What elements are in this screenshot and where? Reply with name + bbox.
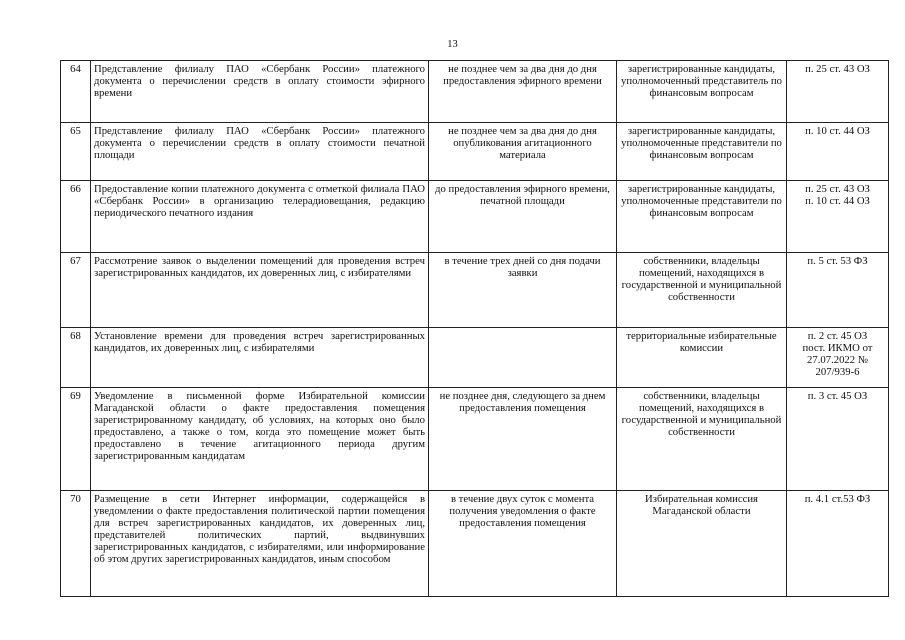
schedule-table <box>60 60 889 597</box>
table-row <box>61 491 889 597</box>
deadline-cell: не позднее чем за два дня до дня предоставления эфирного времени <box>429 61 617 123</box>
reference-line: п. 10 ст. 44 ОЗ <box>805 125 870 137</box>
reference-line: п. 4.1 ст.53 ФЗ <box>804 493 871 505</box>
reference-line: п. 3 ст. 45 ОЗ <box>807 390 868 402</box>
reference-cell <box>787 181 889 253</box>
responsible-cell: собственники, владельцы помещений, находящихся в государственной и муниципальной собственности <box>617 253 787 328</box>
reference-cell <box>787 123 889 181</box>
reference-line: п. 2 ст. 45 ОЗ <box>807 330 868 342</box>
responsible-cell: территориальные избирательные комиссии <box>617 328 787 388</box>
reference-line: п. 10 ст. 44 ОЗ <box>805 195 870 207</box>
responsible-cell: Избирательная комиссия Магаданской области <box>617 491 787 597</box>
responsible-cell: зарегистрированные кандидаты, уполномоченные представители по финансовым вопросам <box>617 123 787 181</box>
table-row <box>61 253 889 328</box>
reference-line: п. 25 ст. 43 ОЗ <box>805 63 870 75</box>
table-row <box>61 328 889 388</box>
deadline-cell: не позднее дня, следующего за днем предоставления помещения <box>429 388 617 491</box>
row-number: 66 <box>61 181 91 253</box>
row-number: 64 <box>61 61 91 123</box>
action-cell: Представление филиалу ПАО «Сбербанк России» платежного документа о перечислении средств в оплату стоимости печатной площади <box>91 123 429 181</box>
responsible-cell: зарегистрированные кандидаты, уполномоченные представители по финансовым вопросам <box>617 181 787 253</box>
deadline-cell: в течение трех дней со дня подачи заявки <box>429 253 617 328</box>
action-cell: Представление филиалу ПАО «Сбербанк России» платежного документа о перечислении средств в оплату стоимости эфирного времени <box>91 61 429 123</box>
table-row <box>61 388 889 491</box>
reference-line: п. 5 ст. 53 ФЗ <box>807 255 868 267</box>
deadline-cell <box>429 328 617 388</box>
action-cell: Рассмотрение заявок о выделении помещений для проведения встреч зарегистрированных кандидатов, их доверенных лиц, с избирателями <box>91 253 429 328</box>
table-row <box>61 123 889 181</box>
reference-line: пост. ИКМО от 27.07.2022 № 207/939-6 <box>802 342 873 378</box>
reference-cell <box>787 61 889 123</box>
row-number: 69 <box>61 388 91 491</box>
page-number: 13 <box>447 39 458 50</box>
responsible-cell: зарегистрированные кандидаты, уполномоченный представитель по финансовым вопросам <box>617 61 787 123</box>
action-cell: Уведомление в письменной форме Избирательной комиссии Магаданской области о факте предоставления помещения зарегистрированному кандидату, об условиях, на которых оно было предоставлено, а также о том, когда это помещение может быть предоставлено в течение агитационного периода другим зарегистрированным кандидатам <box>91 388 429 491</box>
deadline-cell: в течение двух суток с момента получения уведомления о факте предоставления помещения <box>429 491 617 597</box>
row-number: 70 <box>61 491 91 597</box>
reference-cell <box>787 491 889 597</box>
table-row <box>61 181 889 253</box>
reference-line: п. 25 ст. 43 ОЗ <box>805 183 870 195</box>
row-number: 68 <box>61 328 91 388</box>
action-cell: Предоставление копии платежного документа с отметкой филиала ПАО «Сбербанк России» в организацию телерадиовещания, редакцию периодического печатного издания <box>91 181 429 253</box>
row-number: 67 <box>61 253 91 328</box>
action-cell: Установление времени для проведения встреч зарегистрированных кандидатов, их доверенных лиц, с избирателями <box>91 328 429 388</box>
deadline-cell: не позднее чем за два дня до дня опубликования агитационного материала <box>429 123 617 181</box>
row-number: 65 <box>61 123 91 181</box>
reference-cell <box>787 328 889 388</box>
reference-cell <box>787 253 889 328</box>
table-row <box>61 61 889 123</box>
reference-cell <box>787 388 889 491</box>
action-cell: Размещение в сети Интернет информации, содержащейся в уведомлении о факте предоставления политической партии помещения для встреч зарегистрированных кандидатов, их доверенных лиц, представителей политических партий, выдвинувших зарегистрированных кандидатов, с избирателями, или информирование об этом других зарегистрированных кандидатов, иным способом <box>91 491 429 597</box>
responsible-cell: собственники, владельцы помещений, находящихся в государственной и муниципальной собственности <box>617 388 787 491</box>
deadline-cell: до предоставления эфирного времени, печатной площади <box>429 181 617 253</box>
